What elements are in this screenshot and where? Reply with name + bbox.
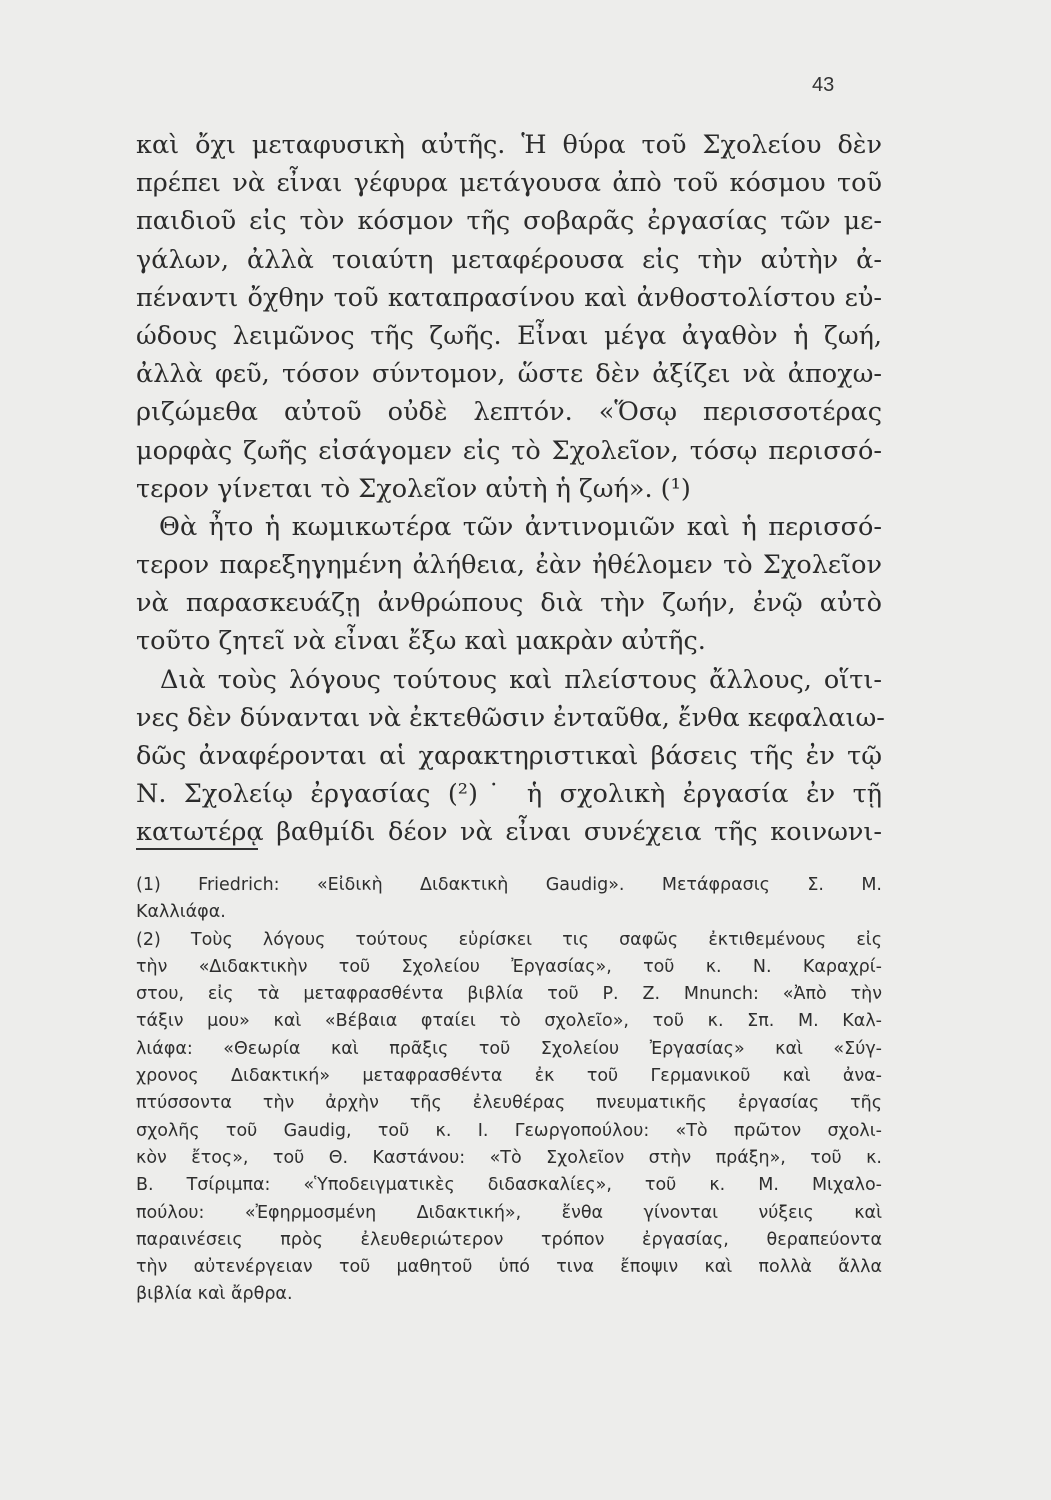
footnote-line: Καλλιάφα. bbox=[136, 902, 226, 923]
text-line: ώδους λειμῶνος τῆς ζωῆς. Εἶναι μέγα ἀγαθὸν ἡ ζωή, bbox=[136, 320, 882, 351]
footnote-line: (2) Τοὺς λόγους τούτους εὑρίσκει τις σαφῶς ἐκτιθεμένους εἰς bbox=[136, 929, 882, 950]
text-line: Διὰ τοὺς λόγους τούτους καὶ πλείστους ἄλλους, οἵτι- bbox=[136, 664, 882, 695]
text-line: τερον γίνεται τὸ Σχολεῖον αὐτὴ ἡ ζωή». (¹) bbox=[136, 473, 691, 504]
text-line: ριζώμεθα αὐτοῦ οὐδὲ λεπτόν. «Ὅσῳ περισσοτέρας bbox=[136, 397, 882, 428]
text-line: Ν. Σχολείῳ ἐργασίας (²)˙ ἡ σχολικὴ ἐργασία ἐν τῇ bbox=[136, 779, 882, 810]
footnote-line: τὴν «Διδακτικὴν τοῦ Σχολείου Ἐργασίας», τοῦ κ. Ν. Καραχρί- bbox=[136, 956, 882, 977]
text-line: καὶ ὄχι μεταφυσικὴ αὐτῆς. Ἡ θύρα τοῦ Σχολείου δὲν bbox=[136, 130, 882, 160]
text-line: νὰ παρασκευάζῃ ἀνθρώπους διὰ τὴν ζωήν, ἐνῷ αὐτὸ bbox=[136, 588, 882, 619]
footnote-line: χρονος Διδακτική» μεταφρασθέντα ἐκ τοῦ Γερμανικοῦ καὶ ἀνα- bbox=[136, 1066, 882, 1087]
text-line: Θὰ ἦτο ἡ κωμικωτέρα τῶν ἀντινομιῶν καὶ ἡ περισσό- bbox=[136, 511, 882, 542]
text-line: γάλων, ἀλλὰ τοιαύτη μεταφέρουσα εἰς τὴν αὐτὴν ἀ- bbox=[136, 244, 882, 275]
text-line: δῶς ἀναφέρονται αἱ χαρακτηριστικαὶ βάσεις τῆς ἐν τῷ bbox=[136, 741, 882, 771]
footnote-line: σχολῆς τοῦ Gaudig, τοῦ κ. Ι. Γεωργοπούλου: «Τὸ πρῶτον σχολι- bbox=[136, 1120, 882, 1141]
footnote-line: πούλου: «Ἐφηρμοσμένη Διδακτική», ἔνθα γίνονται νύξεις καὶ bbox=[136, 1202, 882, 1223]
footnote-line: τάξιν μου» καὶ «Βέβαια φταίει τὸ σχολεῖο», τοῦ κ. Σπ. Μ. Καλ- bbox=[136, 1011, 882, 1032]
page-number: 43 bbox=[812, 74, 835, 96]
footnote-line: στου, εἰς τὰ μεταφρασθέντα βιβλία τοῦ Ρ. Z. Mnunch: «Ἀπὸ τὴν bbox=[136, 984, 882, 1005]
footnote-line: κὸν ἔτος», τοῦ Θ. Καστάνου: «Τὸ Σχολεῖον στὴν πράξη», τοῦ κ. bbox=[136, 1147, 882, 1168]
footnote-line: παραινέσεις πρὸς ἐλευθεριώτερον τρόπον ἐργασίας, θεραπεύοντα bbox=[136, 1229, 882, 1250]
footnote-line: (1) Friedrich: «Εἰδικὴ Διδακτικὴ Gaudig». Μετάφρασις Σ. Μ. bbox=[136, 875, 882, 895]
text-line: τοῦτο ζητεῖ νὰ εἶναι ἔξω καὶ μακρὰν αὐτῆς. bbox=[136, 626, 706, 657]
main-text bbox=[136, 126, 885, 852]
footnote-separator bbox=[136, 848, 258, 850]
footnote-line: πτύσσοντα τὴν ἀρχὴν τῆς ἐλευθέρας πνευματικῆς ἐργασίας τῆς bbox=[136, 1093, 882, 1114]
footnote-line: τὴν αὐτενέργειαν τοῦ μαθητοῦ ὑπό τινα ἔποψιν καὶ πολλὰ ἄλλα bbox=[136, 1257, 882, 1278]
text-line: τερον παρεξηγημένη ἀλήθεια, ἐὰν ἠθέλομεν τὸ Σχολεῖον bbox=[136, 550, 882, 581]
text-line: μορφὰς ζωῆς εἰσάγομεν εἰς τὸ Σχολεῖον, τόσῳ περισσό- bbox=[136, 435, 882, 466]
footnotes bbox=[136, 872, 882, 1309]
text-line: πέναντι ὄχθην τοῦ καταπρασίνου καὶ ἀνθοστολίστου εὐ- bbox=[136, 282, 882, 313]
text-line: κατωτέρᾳ βαθμίδι δέον νὰ εἶναι συνέχεια τῆς κοινωνι- bbox=[136, 817, 882, 848]
text-line: νες δὲν δύνανται νὰ ἐκτεθῶσιν ἐνταῦθα, ἔνθα κεφαλαιω- bbox=[136, 702, 885, 733]
footnote-line: λιάφα: «Θεωρία καὶ πρᾶξις τοῦ Σχολείου Ἐργασίας» καὶ «Σύγ- bbox=[136, 1038, 882, 1059]
text-line: παιδιοῦ εἰς τὸν κόσμον τῆς σοβαρᾶς ἐργασίας τῶν με- bbox=[136, 206, 882, 237]
text-line: ἀλλὰ φεῦ, τόσον σύντομον, ὥστε δὲν ἀξίζει νὰ ἀποχω- bbox=[136, 359, 882, 390]
footnote-line: βιβλία καὶ ἄρθρα. bbox=[136, 1284, 293, 1305]
text-line: πρέπει νὰ εἶναι γέφυρα μετάγουσα ἀπὸ τοῦ κόσμου τοῦ bbox=[136, 168, 882, 199]
footnote-line: Β. Τσίριμπα: «Ὑποδειγματικὲς διδασκαλίες», τοῦ κ. Μ. Μιχαλο- bbox=[136, 1175, 882, 1196]
